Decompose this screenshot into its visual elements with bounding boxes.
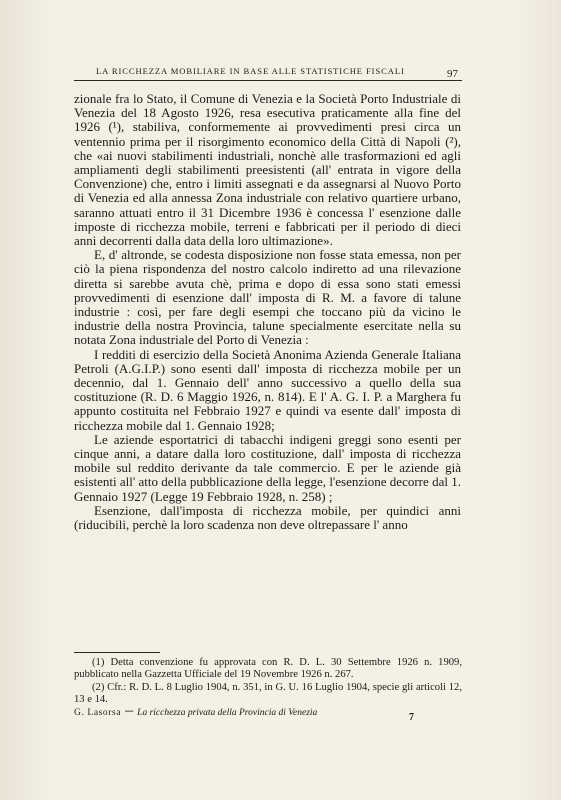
paragraph: zionale fra lo Stato, il Comune di Venezia e la Società Porto Industriale di Venezia del 18 Agosto 1926, resa esecutiva praticamente alla fine del 1926 (¹), stabiliva, conformemente ai provvedimenti presi circa un ventennio prima per il risorgimento economico della Città di Napoli (²), che «ai nuovi stabilimenti industriali, nonchè alle trasformazioni ed agli ampliamenti degli stabilimenti preesistenti (all' entrata in vigore della Convenzione) che, entro i limiti assegnati e da assegnarsi al Nuovo Porto di Venezia ed alla annessa Zona industriale con relativo quartiere urbano, saranno attuati entro il 31 Dicembre 1936 è concessa l' esenzione dalle imposte di ricchezza mobile, terreni e fabbricati per il periodo di dieci anni decorrenti dalla data della loro ultimazione». bbox=[74, 91, 461, 249]
signature-mark: 7 bbox=[409, 712, 414, 723]
footnotes bbox=[74, 657, 462, 707]
paragraph: E, d' altronde, se codesta disposizione non fosse stata emessa, non per ciò la piena rispondenza del nostro calcolo indiretto ad una rilevazione diretta si sarebbe avuta chè, prima e dopo di essa sono stati emessi provvedimenti di esenzione dall' imposta di R. M. a favore di talune industrie : così, per fare degli esempi che toccano più da vicino le industrie della nostra Provincia, talune specialmente esercitate nella su notata Zona industriale del Porto di Venezia : bbox=[74, 247, 461, 348]
page-number: 97 bbox=[447, 68, 458, 80]
paragraph: I redditi di esercizio della Società Anonima Azienda Generale Italiana Petroli (A.G.I.P.) sono esenti dall' imposta di ricchezza mobile per un decennio, dal 1. Gennaio dell' anno successivo a quello della sua costituzione (R. D. 6 Maggio 1926, n. 814). E l' A. G. I. P. a Marghera fu appunto costituita nel Febbraio 1927 e quindi va esente dall' imposta di ricchezza mobile dal 1. Gennaio 1928; bbox=[74, 346, 461, 433]
footnote-1: (1) Detta convenzione fu approvata con R. D. L. 30 Settembre 1926 n. 1909, pubblicato nella Gazzetta Ufficiale del 19 Novembre 1926 n. 267. bbox=[74, 657, 462, 681]
paragraph: Esenzione, dall'imposta di ricchezza mobile, per quindici anni (riducibili, perchè la loro scadenza non deve oltrepassare l' anno bbox=[74, 502, 461, 533]
paragraph: Le aziende esportatrici di tabacchi indigeni greggi sono esenti per cinque anni, a datare dalla loro costituzione, dall' imposta di ricchezza mobile sul reddito derivante da tale commercio. E per le aziende già esistenti all' atto della pubblicazione della legge, l'esenzione decorre dal 1. Gennaio 1927 (Legge 19 Febbraio 1928, n. 258) ; bbox=[74, 431, 461, 504]
body-text bbox=[74, 92, 461, 532]
footer-author: G. Lasorsa bbox=[74, 708, 122, 718]
footnote-2: (2) Cfr.: R. D. L. 8 Luglio 1904, n. 351, in G. U. 16 Luglio 1904, specie gli articoli 12, 13 e 14. bbox=[74, 681, 462, 706]
footnote-divider bbox=[74, 652, 160, 653]
running-title: LA RICCHEZZA MOBILIARE IN BASE ALLE STATISTICHE FISCALI bbox=[96, 66, 405, 76]
footer-separator: – bbox=[121, 702, 138, 719]
footer-book-title: La ricchezza privata della Provincia di Venezia bbox=[137, 708, 318, 718]
page-footer bbox=[74, 702, 462, 726]
running-header bbox=[74, 64, 462, 81]
